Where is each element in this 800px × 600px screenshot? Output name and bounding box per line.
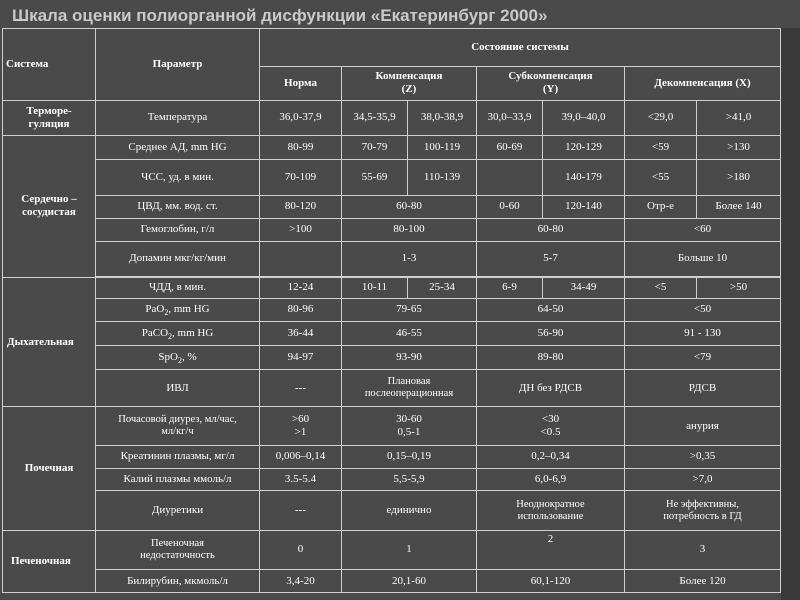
cell-dec: Более 120 (625, 570, 781, 593)
table-row (3, 370, 781, 407)
ventilation-comp-line2: послеоперационная (364, 388, 454, 400)
cell-norm: 80-99 (260, 135, 342, 159)
cell-comp: 80-100 (342, 218, 477, 241)
param-diuresis (96, 407, 260, 445)
table-row (3, 445, 781, 468)
cell-sub: ДН без РДСВ (477, 370, 625, 407)
cell-norm: 94-97 (260, 346, 342, 370)
system-hepatic: Печеночная (3, 530, 96, 592)
cell-sub (477, 407, 625, 445)
cell-comp: 34,5-35,9 (342, 100, 408, 135)
param-pao2-suffix: , mm HG (168, 303, 210, 316)
cell-dec: <50 (625, 298, 781, 322)
cell-comp: 20,1-60 (342, 570, 477, 593)
param-creatinine: Креатинин плазмы, мг/л (96, 445, 260, 468)
cell-norm: --- (260, 491, 342, 530)
ventilation-comp-line1: Плановая (387, 376, 431, 388)
cell-sub: 39,0–40,0 (543, 100, 625, 135)
header-subcompensation (477, 67, 625, 100)
header-parameter: Параметр (96, 29, 260, 101)
param-bilirubin: Билирубин, мкмоль/л (96, 570, 260, 593)
cell-comp: 1-3 (342, 241, 477, 276)
table-row (3, 298, 781, 322)
cell-dec (625, 491, 781, 530)
cell-comp: 70-79 (342, 135, 408, 159)
cell-dec: <60 (625, 218, 781, 241)
cell-sub (477, 159, 543, 195)
param-paco2-suffix: , mm HG (172, 327, 214, 340)
cell-dec: >7,0 (625, 468, 781, 491)
cell-sub: 6,0-6,9 (477, 468, 625, 491)
cell-comp: 110-139 (408, 159, 477, 195)
header-compensation-label: Компенсация (375, 70, 443, 83)
param-temperature: Температура (96, 100, 260, 135)
cell-sub: 140-179 (543, 159, 625, 195)
param-dopamine: Допамин мкг/кг/мин (96, 241, 260, 276)
dysfunction-scale-table (2, 28, 781, 593)
table-row (3, 241, 781, 276)
cell-norm: 36,0-37,9 (260, 100, 342, 135)
liver-failure-param-line1: Печеночная (151, 537, 204, 549)
cell-sub: 30,0–33,9 (477, 100, 543, 135)
right-margin-bar (781, 28, 800, 600)
table-row (3, 218, 781, 241)
system-respiratory: Дыхательная (3, 277, 96, 407)
param-paco2-prefix: PaCO (141, 327, 169, 340)
system-cardiovascular (3, 135, 96, 277)
system-thermoregulation (3, 100, 96, 135)
header-decompensation: Декомпенсация (X) (625, 67, 781, 100)
cell-comp: 93-90 (342, 346, 477, 370)
diuresis-comp-line1: 30-60 (396, 413, 422, 426)
cell-comp: 46-55 (342, 322, 477, 346)
cell-sub: 6-9 (477, 277, 543, 298)
diuresis-sub-line2: <0.5 (540, 426, 561, 439)
diuresis-param-line1: Почасовой диурез, мл/час, (118, 414, 237, 426)
cell-dec: >130 (697, 135, 781, 159)
header-subcompensation-code: (Y) (542, 83, 559, 96)
cell-sub: 60,1-120 (477, 570, 625, 593)
param-potassium: Калий плазмы ммоль/л (96, 468, 260, 491)
cell-dec: >50 (697, 277, 781, 298)
cell-norm: --- (260, 370, 342, 407)
table-row (3, 322, 781, 346)
param-diuretics: Диуретики (96, 491, 260, 530)
header-compensation-code: (Z) (401, 83, 417, 96)
cell-norm: 36-44 (260, 322, 342, 346)
cell-dec: <5 (625, 277, 697, 298)
param-spo2-subscript: 2 (177, 356, 182, 366)
table-row (3, 570, 781, 593)
param-liver-failure (96, 530, 260, 569)
cell-sub: 89-80 (477, 346, 625, 370)
param-spo2 (96, 346, 260, 370)
cell-norm: 3,4-20 (260, 570, 342, 593)
cell-sub: 60-80 (477, 218, 625, 241)
header-compensation (342, 67, 477, 100)
header-system: Система (3, 29, 96, 101)
param-map: Среднее АД, mm HG (96, 135, 260, 159)
table-row (3, 159, 781, 195)
cell-norm: 80-96 (260, 298, 342, 322)
cell-norm: 70-109 (260, 159, 342, 195)
system-cardio-line2: сосудистая (22, 206, 76, 219)
cell-dec: <79 (625, 346, 781, 370)
header-row (3, 29, 781, 67)
cell-comp: 55-69 (342, 159, 408, 195)
cell-comp: 100-119 (408, 135, 477, 159)
diuretics-dec-line1: Не эффективны, (666, 498, 739, 510)
param-spo2-suffix: , % (181, 351, 197, 364)
param-hr: ЧСС, уд. в мин. (96, 159, 260, 195)
param-pao2 (96, 298, 260, 322)
cell-comp: 10-11 (342, 277, 408, 298)
system-cardio-line1: Сердечно – (21, 193, 77, 206)
diuresis-comp-line2: 0,5-1 (397, 426, 421, 439)
cell-dec: Отр-е (625, 195, 697, 218)
cell-sub (477, 491, 625, 530)
cell-dec: РДСВ (625, 370, 781, 407)
table-row (3, 530, 781, 569)
table-row (3, 100, 781, 135)
page-title: Шкала оценки полиорганной дисфункции «Екатеринбург 2000» (12, 6, 548, 25)
cell-dec: >180 (697, 159, 781, 195)
cell-dec: Более 140 (697, 195, 781, 218)
param-spo2-prefix: SpO (158, 351, 178, 364)
cell-norm (260, 407, 342, 445)
param-pao2-subscript: 2 (164, 308, 169, 318)
cell-sub: 34-49 (543, 277, 625, 298)
cell-comp: 79-65 (342, 298, 477, 322)
liver-failure-param-line2: недостаточность (140, 549, 215, 561)
param-rr: ЧДД, в мин. (96, 277, 260, 298)
diuresis-norm-line1: >60 (291, 413, 310, 426)
cell-comp: единично (342, 491, 477, 530)
cell-sub: 0-60 (477, 195, 543, 218)
cell-norm: 0 (260, 530, 342, 569)
diuretics-sub-line2: использование (517, 510, 584, 522)
cell-dec: <59 (625, 135, 697, 159)
param-pao2-prefix: PaO (145, 303, 165, 316)
header-norm: Норма (260, 67, 342, 100)
table-row (3, 468, 781, 491)
system-thermo-line2: гуляция (28, 117, 70, 130)
cell-sub: 0,2–0,34 (477, 445, 625, 468)
cell-dec: >41,0 (697, 100, 781, 135)
param-cvp: ЦВД, мм. вод. ст. (96, 195, 260, 218)
header-subcompensation-label: Субкомпенсация (508, 70, 593, 83)
cell-comp: 60-80 (342, 195, 477, 218)
cell-sub: 2 (477, 530, 625, 569)
cell-norm: 80-120 (260, 195, 342, 218)
cell-comp (342, 370, 477, 407)
cell-sub: 56-90 (477, 322, 625, 346)
cell-dec: <55 (625, 159, 697, 195)
param-paco2 (96, 322, 260, 346)
cell-sub: 5-7 (477, 241, 625, 276)
table-row (3, 277, 781, 298)
cell-comp: 0,15–0,19 (342, 445, 477, 468)
cell-comp: 5,5-5,9 (342, 468, 477, 491)
diuresis-norm-line2: >1 (294, 426, 307, 439)
cell-norm: 12-24 (260, 277, 342, 298)
cell-sub: 120-140 (543, 195, 625, 218)
table-row (3, 407, 781, 445)
cell-norm: >100 (260, 218, 342, 241)
diuretics-dec-line2: потребность в ГД (663, 510, 742, 522)
cell-comp (342, 407, 477, 445)
cell-sub: 120-129 (543, 135, 625, 159)
diuresis-param-line2: мл/кг/ч (161, 426, 194, 438)
table-row (3, 491, 781, 530)
system-renal: Почечная (3, 407, 96, 530)
cell-sub: 64-50 (477, 298, 625, 322)
param-paco2-subscript: 2 (168, 332, 173, 342)
cell-dec: 3 (625, 530, 781, 569)
header-state: Состояние системы (260, 29, 781, 67)
cell-dec: <29,0 (625, 100, 697, 135)
table-row (3, 346, 781, 370)
table-row (3, 195, 781, 218)
cell-norm (260, 241, 342, 276)
cell-comp: 1 (342, 530, 477, 569)
cell-sub: 60-69 (477, 135, 543, 159)
diuresis-sub-line1: <30 (541, 413, 560, 426)
cell-dec: >0,35 (625, 445, 781, 468)
cell-norm: 0,006–0,14 (260, 445, 342, 468)
system-thermo-line1: Терморе- (26, 104, 72, 117)
table-row (3, 135, 781, 159)
diuretics-sub-line1: Неоднократное (516, 498, 585, 510)
cell-dec: анурия (625, 407, 781, 445)
cell-comp: 25-34 (408, 277, 477, 298)
cell-norm: 3.5-5.4 (260, 468, 342, 491)
cell-comp: 38,0-38,9 (408, 100, 477, 135)
cell-dec: Больше 10 (625, 241, 781, 276)
param-ventilation: ИВЛ (96, 370, 260, 407)
param-hemoglobin: Гемоглобин, г/л (96, 218, 260, 241)
cell-dec: 91 - 130 (625, 322, 781, 346)
